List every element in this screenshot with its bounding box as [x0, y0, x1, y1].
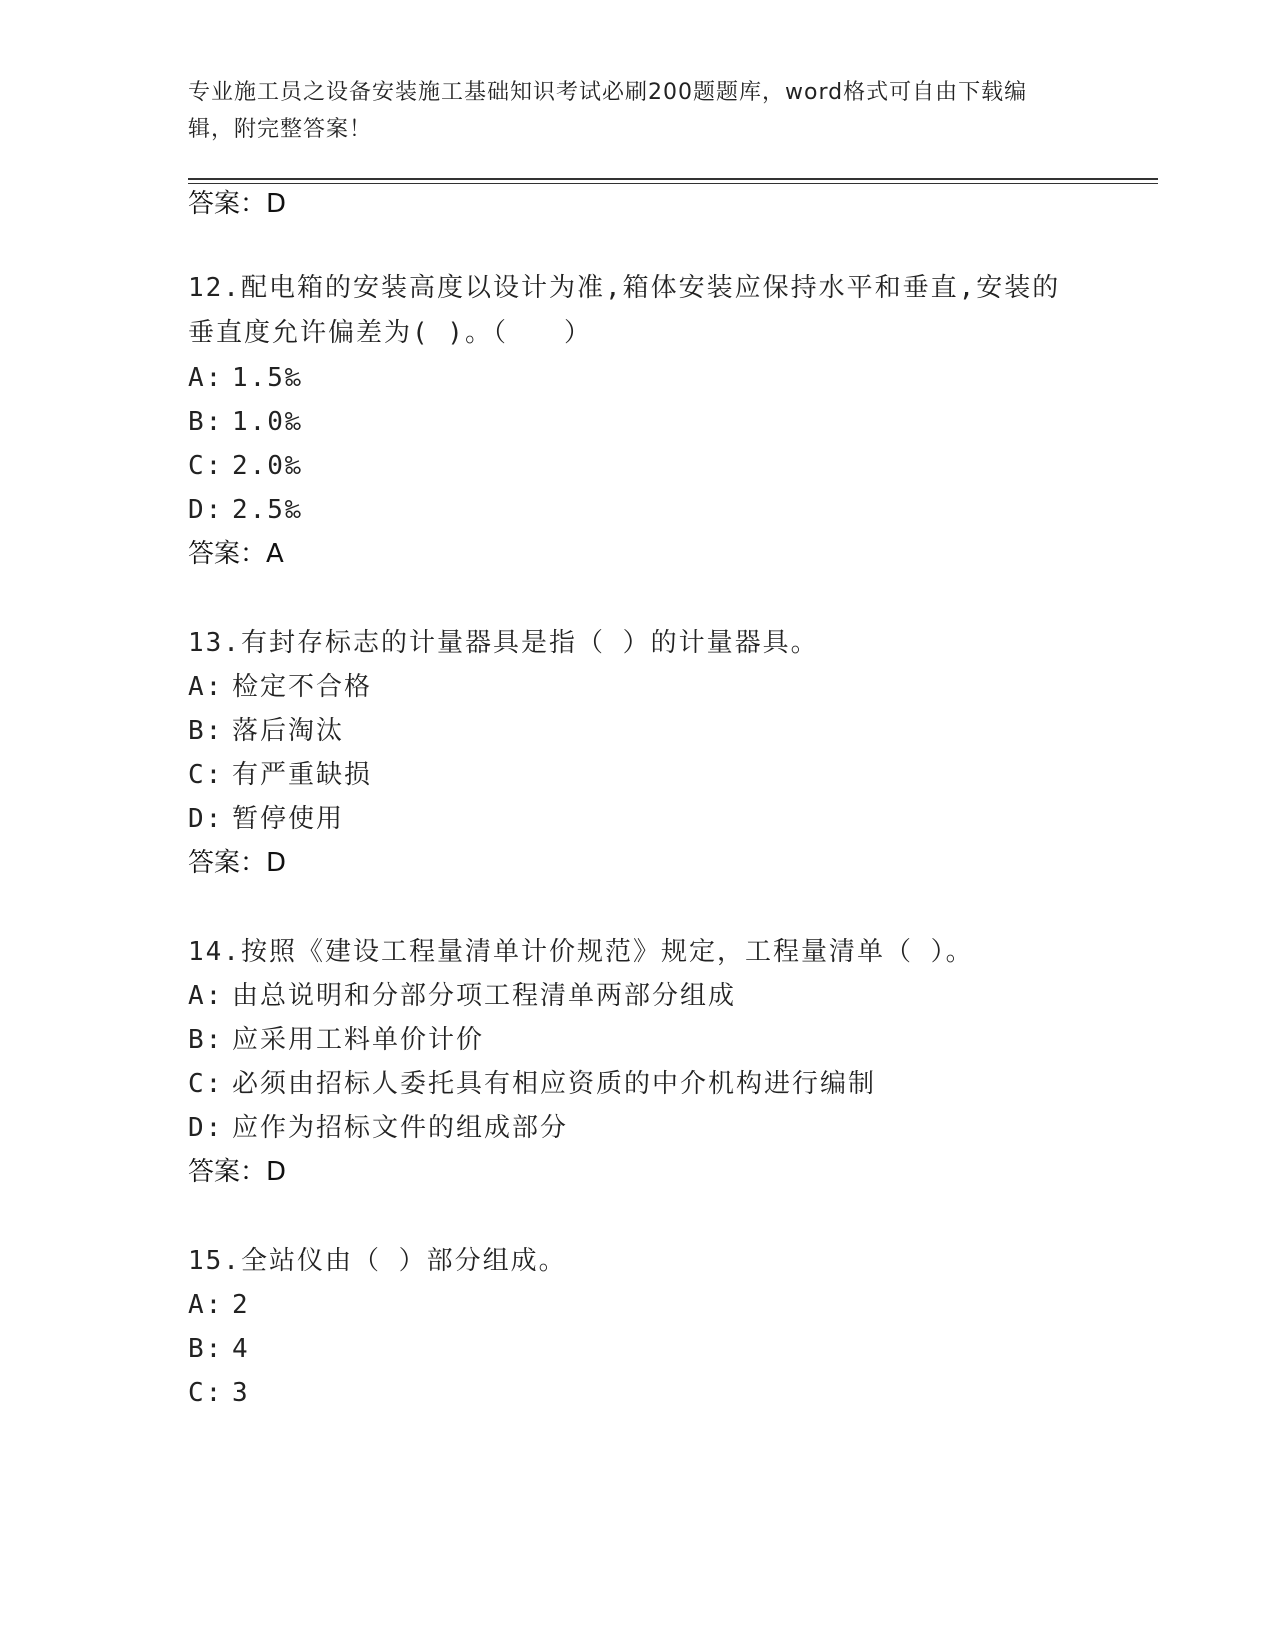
- question-14-option-b: [188, 1023, 1088, 1057]
- answer-q14: 答案：D: [188, 1157, 287, 1187]
- option-text: 2.0‰: [232, 451, 303, 481]
- header-divider-thin: [188, 183, 1158, 184]
- question-12-option-c: [188, 449, 1088, 483]
- option-text: 1.0‰: [232, 407, 303, 437]
- option-text: 检定不合格: [232, 672, 373, 702]
- option-text: 3: [232, 1378, 250, 1408]
- question-15-option-c: [188, 1376, 1088, 1410]
- question-13-option-c: [188, 758, 1088, 792]
- option-label: C:: [188, 1378, 224, 1408]
- option-label: C:: [188, 451, 224, 481]
- option-text: 有严重缺损: [232, 760, 373, 790]
- question-12-option-b: [188, 405, 1088, 439]
- option-label: C:: [188, 760, 224, 790]
- option-label: A:: [188, 672, 224, 702]
- question-13-option-a: [188, 670, 1088, 704]
- option-label: B:: [188, 1334, 224, 1364]
- question-15-stem: 15.全站仪由（ ）部分组成。: [188, 1246, 567, 1276]
- option-text: 应采用工料单价计价: [232, 1025, 485, 1055]
- question-13-option-b: [188, 714, 1088, 748]
- question-13-option-d: [188, 802, 1088, 836]
- option-text: 4: [232, 1334, 250, 1364]
- answer-q13: 答案：D: [188, 848, 287, 878]
- question-12-option-d: [188, 493, 1088, 527]
- option-text: 2.5‰: [232, 495, 303, 525]
- question-13-stem: 13.有封存标志的计量器具是指（ ）的计量器具。: [188, 628, 819, 658]
- question-14-option-a: [188, 979, 1088, 1013]
- option-label: D:: [188, 495, 224, 525]
- option-text: 应作为招标文件的组成部分: [232, 1113, 569, 1143]
- option-label: B:: [188, 407, 224, 437]
- question-14-stem: 14.按照《建设工程量清单计价规范》规定，工程量清单（ ）。: [188, 937, 974, 967]
- question-14-option-c: [188, 1067, 1088, 1101]
- option-label: B:: [188, 1025, 224, 1055]
- option-label: B:: [188, 716, 224, 746]
- option-text: 2: [232, 1290, 250, 1320]
- option-label: D:: [188, 804, 224, 834]
- question-14-option-d: [188, 1111, 1088, 1145]
- option-label: A:: [188, 1290, 224, 1320]
- option-label: D:: [188, 1113, 224, 1143]
- question-12-option-a: [188, 361, 1088, 395]
- option-text: 暂停使用: [232, 804, 345, 834]
- answer-q12: 答案：A: [188, 539, 284, 569]
- option-text: 必须由招标人委托具有相应资质的中介机构进行编制: [232, 1069, 877, 1099]
- answer-q11: 答案：D: [188, 189, 287, 219]
- option-label: A:: [188, 981, 224, 1011]
- header-divider: [188, 178, 1158, 180]
- option-label: C:: [188, 1069, 224, 1099]
- question-12-stem: 12.配电箱的安装高度以设计为准,箱体安装应保持水平和垂直,安装的垂直度允许偏差为( )。（ ）: [188, 273, 1061, 348]
- document-header: 专业施工员之设备安装施工基础知识考试必刷200题题库，word格式可自由下载编辑，附完整答案！: [188, 80, 1028, 142]
- option-text: 落后淘汰: [232, 716, 345, 746]
- option-text: 由总说明和分部分项工程清单两部分组成: [232, 981, 737, 1011]
- question-15-option-a: [188, 1288, 1088, 1322]
- question-15-option-b: [188, 1332, 1088, 1366]
- option-text: 1.5‰: [232, 363, 303, 393]
- option-label: A:: [188, 363, 224, 393]
